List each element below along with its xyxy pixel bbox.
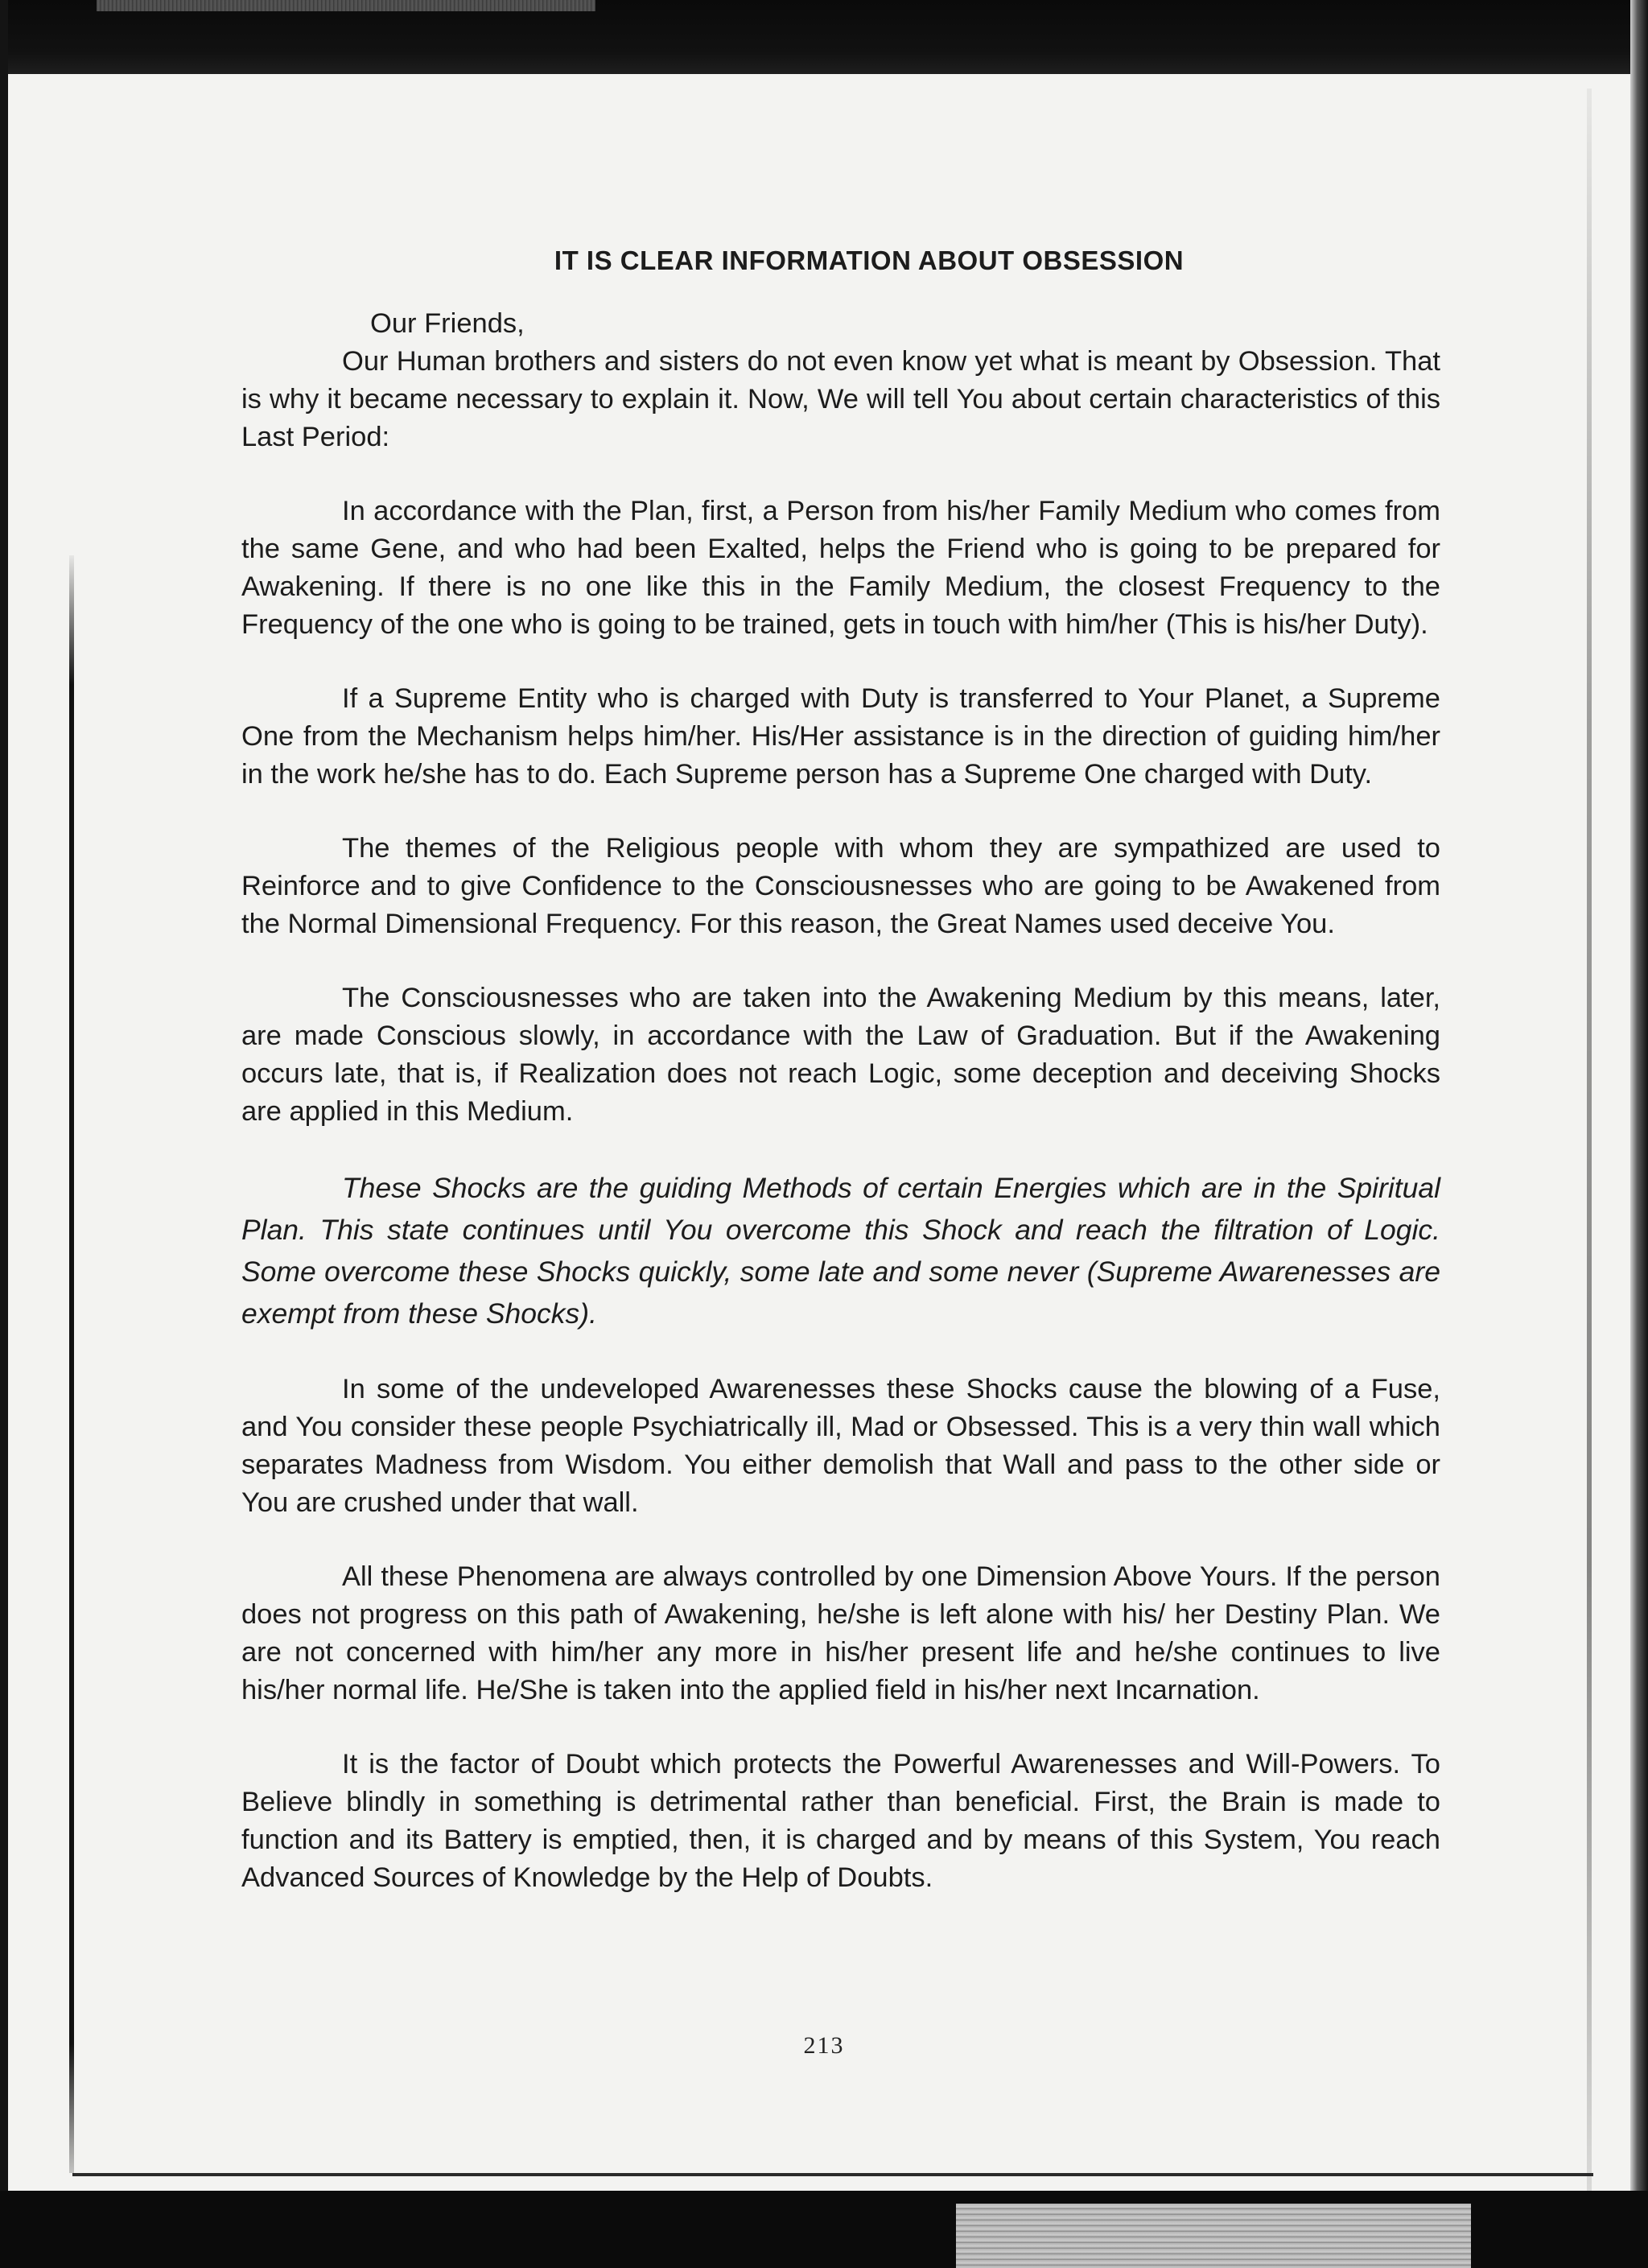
paragraph: It is the factor of Doubt which protects the Powerful Awarenesses and Will-Powers. To Believe blindly in something is detrimental rather than beneficial. First, the Brain is made to function and its Battery is emptied, then, it is charged and by means of this System, You reach Advanced Sources of Knowledge by the Help of Doubts. [241,1749,1440,1893]
scan-top-border [0,0,1648,74]
paragraph: Our Human brothers and sisters do not even know yet what is meant by Obsession. That is why it became necessary to explain it. Now, We will tell You about certain characteristics of this Last Period: [241,346,1440,452]
page-number: 213 [803,2032,845,2059]
document-body [241,241,1440,1897]
scan-bottom-sheen [956,2204,1471,2268]
page-right-edge [1587,89,1592,2197]
paragraph: The themes of the Religious people with whom they are sympathized are used to Reinforce and to give Confidence to the Consciousnesses who are going to be Awakened from the Normal Dimensional Frequency. For this reason, the Great Names used deceive You. [241,833,1440,939]
scan-bottom-border [0,2191,1648,2268]
paragraph: The Consciousnesses who are taken into the Awakening Medium by this means, later, are made Conscious slowly, in accordance with the Law of Graduation. But if the Awakening occurs late, that is, if Realization does not reach Logic, some deception and deceiving Shocks are applied in this Medium. [241,983,1440,1127]
paragraph: All these Phenomena are always controlled by one Dimension Above Yours. If the person does not progress on this path of Awakening, he/she is left alone with his/ her Destiny Plan. We are not concerned with him/her any more in his/her present life and he/she continues to live his/her normal life. He/She is taken into the applied field in his/her next Incarnation. [241,1561,1440,1705]
paragraph: In some of the undeveloped Awarenesses these Shocks cause the blowing of a Fuse, and You consider these people Psychiatrically ill, Mad or Obsessed. This is a very thin wall which separates Madness from Wisdom. You either demolish that Wall and pass to the other side or You are crushed under that wall. [241,1374,1440,1518]
greeting: Our Friends, [370,308,525,339]
page-title: IT IS CLEAR INFORMATION ABOUT OBSESSION [554,245,1184,275]
paragraph: If a Supreme Entity who is charged with Duty is transferred to Your Planet, a Supreme One from the Mechanism helps him/her. His/Her assistance is in the direction of guiding him/her in the work he/she has to do. Each Supreme person has a Supreme One charged with Duty. [241,683,1440,790]
page-left-edge [69,555,74,2173]
paragraph: In accordance with the Plan, first, a Person from his/her Family Medium who comes from the same Gene, and who had been Exalted, helps the Friend who is going to be prepared for Awakening. If there is no one like this in the Family Medium, the closest Frequency to the Frequency of the one who is going to be trained, gets in touch with him/her (This is his/her Duty). [241,496,1440,640]
page-bottom-edge [72,2173,1593,2176]
scan-left-border [0,0,8,2268]
scan-top-sheen [97,0,595,11]
paragraph-italic: These Shocks are the guiding Methods of certain Energies which are in the Spiritual Plan. This state continues until You overcome this Shock and reach the filtration of Logic. Some overcome these Shocks quickly, some late and some never (Supreme Awarenesses are exempt from these Shocks). [241,1172,1440,1330]
scan-right-border [1630,0,1648,2268]
